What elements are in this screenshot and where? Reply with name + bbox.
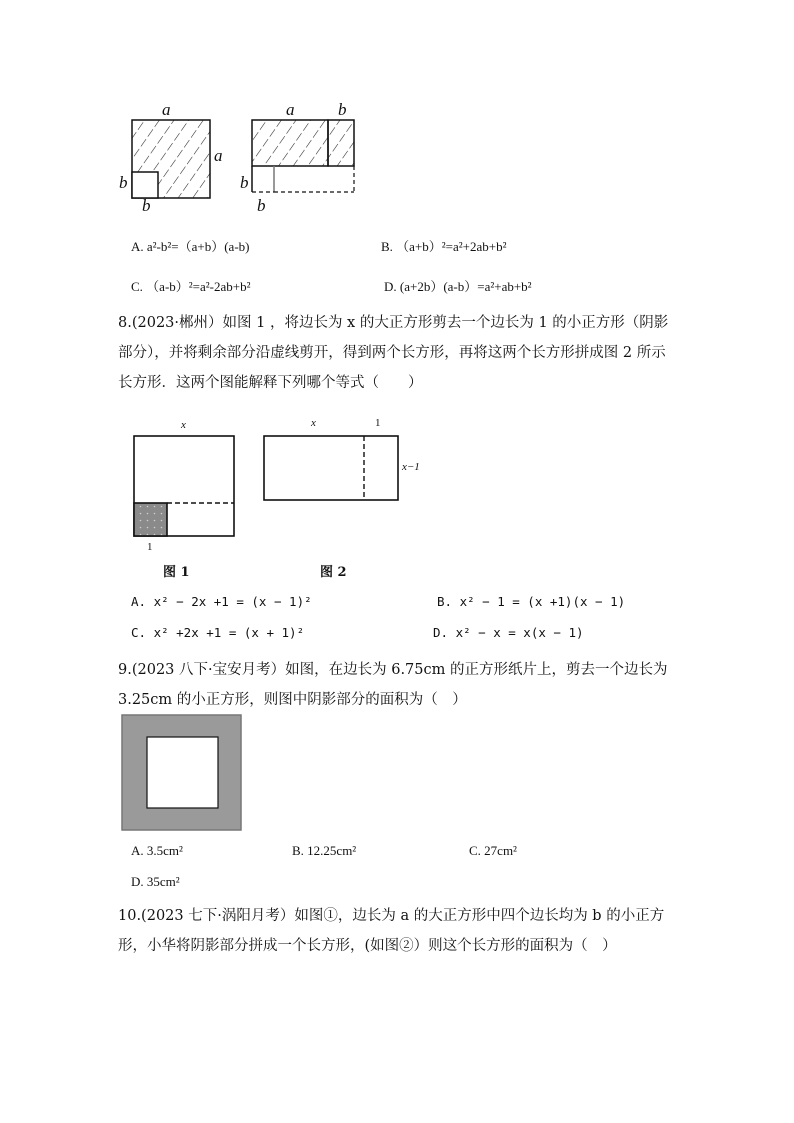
q10-question-text: 10.(2023 七下·涡阳月考）如图①，边长为 a 的大正方形中四个边长均为 b 的小正方形，小华将阴影部分拼成一个长方形，(如图②）则这个长方形的面积为（ ） (118, 908, 665, 954)
q7-option-a[interactable]: A. a²-b²=（a+b）(a-b) (131, 239, 250, 254)
q8-fig2-caption: 图 2 (320, 565, 347, 580)
q8-option-d[interactable]: D. x² − x = x(x − 1) (433, 625, 584, 640)
q7-label-b-top-right: b (338, 100, 347, 119)
q9-option-c[interactable]: C. 27cm² (469, 843, 517, 858)
q8-fig2-label-x: x (311, 417, 316, 429)
q7-option-d[interactable]: D. (a+2b）(a-b）=a²+ab+b² (384, 279, 532, 294)
q8-option-a[interactable]: A. x² − 2x +1 = (x − 1)² (131, 594, 312, 609)
q7-figure-left (118, 95, 228, 220)
q9-option-a[interactable]: A. 3.5cm² (131, 843, 183, 858)
q7-label-a-right: a (214, 146, 223, 165)
q9-question-text: 9.(2023 八下·宝安月考）如图，在边长为 6.75cm 的正方形纸片上，剪去一个边长为 3.25cm 的小正方形，则图中阴影部分的面积为（ ） (118, 662, 668, 708)
q8-figure-1 (130, 433, 240, 543)
q8-figure-2 (260, 433, 410, 505)
q8-fig2-label-x-minus-1: x−1 (402, 461, 420, 473)
q8-fig1-caption: 图 1 (163, 565, 190, 580)
q8-fig1-label-x: x (181, 419, 186, 431)
q9-figure (121, 714, 243, 832)
q7-label-b-bottom2: b (257, 196, 266, 215)
q7-label-a-top-right: a (286, 100, 295, 119)
q7-option-b[interactable]: B. （a+b）²=a²+2ab+b² (381, 239, 507, 254)
q7-label-b-left2: b (240, 173, 249, 192)
q8-fig2-label-1: 1 (375, 417, 381, 429)
q9-option-d[interactable]: D. 35cm² (131, 874, 180, 889)
q7-label-a-top-left: a (162, 100, 171, 119)
q8-question-text: 8.(2023·郴州）如图 1 ，将边长为 x 的大正方形剪去一个边长为 1 的小正方形（阴影部分），并将剩余部分沿虚线剪开，得到两个长方形，再将这两个长方形拼成图 2 所示长方形．这两个图能解释下列哪个等式（ ） (118, 315, 669, 391)
q7-label-b-left: b (119, 173, 128, 192)
q9-option-b[interactable]: B. 12.25cm² (292, 843, 357, 858)
q8-fig1-label-1: 1 (147, 541, 153, 553)
q7-label-b-bottom: b (142, 196, 151, 215)
q8-option-c[interactable]: C. x² +2x +1 = (x + 1)² (131, 625, 305, 640)
q7-option-c[interactable]: C. （a-b）²=a²-2ab+b² (131, 279, 251, 294)
q8-option-b[interactable]: B. x² − 1 = (x +1)(x − 1) (437, 594, 626, 609)
